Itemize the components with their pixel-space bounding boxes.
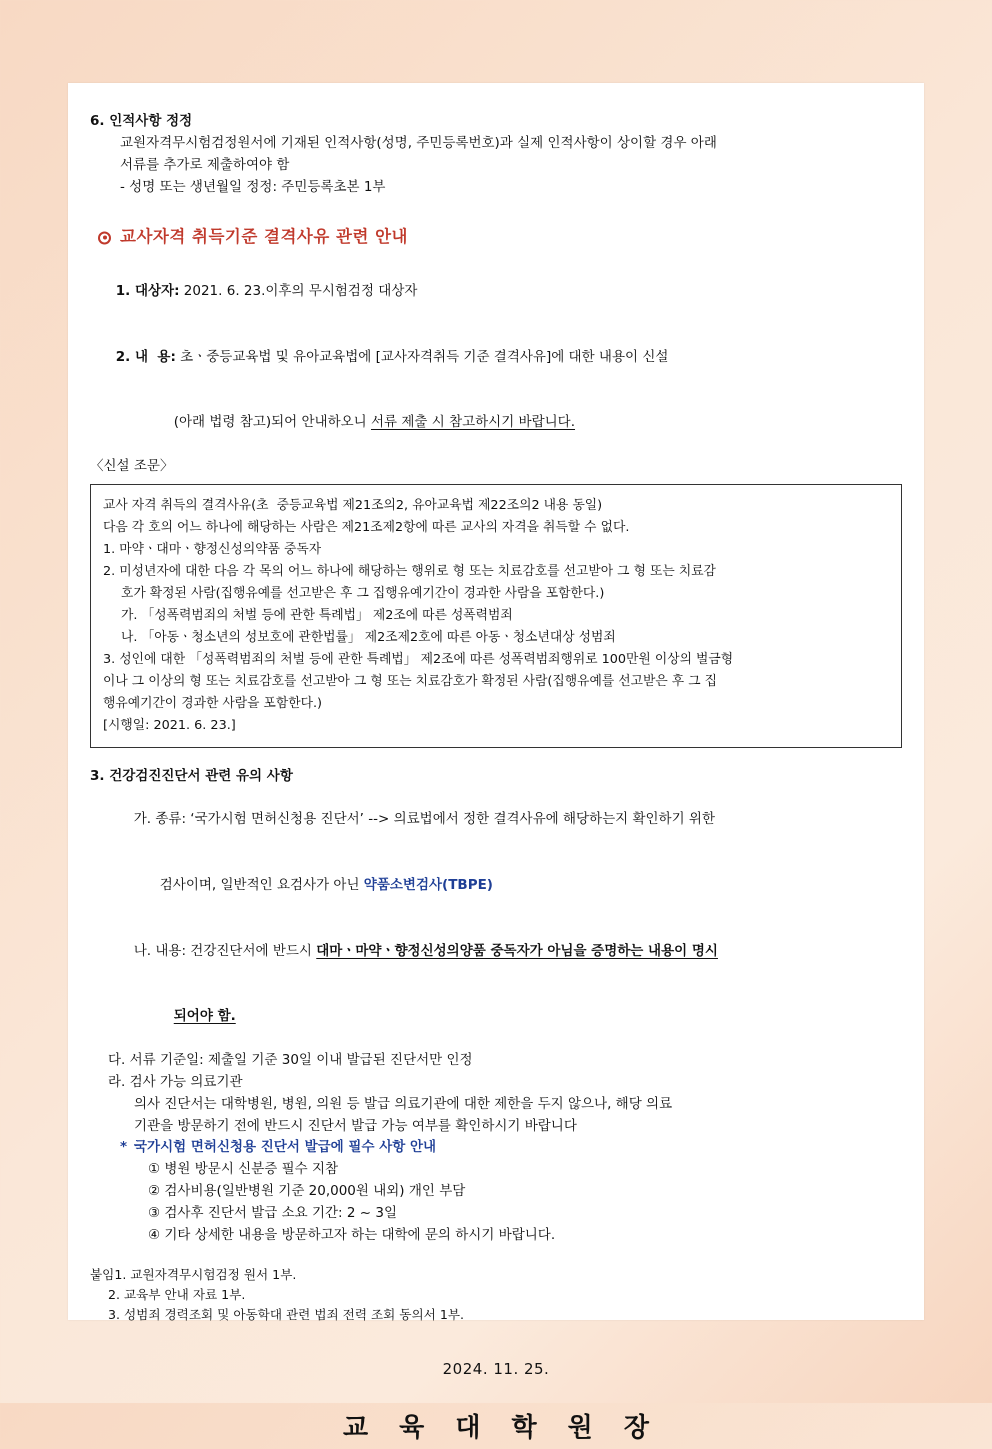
section-3-d-line-1: 의사 진단서는 대학병원, 병원, 의원 등 발급 의료기관에 대한 제한을 두지 않으나, 해당 의료 bbox=[134, 1095, 673, 1112]
bullet-icon bbox=[98, 231, 111, 244]
section-3-b bbox=[90, 919, 902, 985]
document-page bbox=[68, 83, 924, 1444]
section-3-a-text: ‘국가시험 면허신청용 진단서’ --> 의료법에서 정한 결격사유에 해당하는지 확인하기 위한 bbox=[186, 811, 715, 828]
notice-heading-label: 교사자격 취득기준 결격사유 관련 안내 bbox=[120, 227, 409, 247]
section-3-c: 다. 서류 기준일: 제출일 기준 30일 이내 발급된 진단서만 인정 bbox=[108, 1051, 473, 1068]
section-3-a bbox=[90, 788, 902, 854]
section-6-line-2: 서류를 추가로 제출하여야 함 bbox=[120, 156, 290, 173]
notice-item-2 bbox=[90, 325, 902, 391]
notice-item-2-label: 2. 내 용: bbox=[115, 348, 176, 365]
law-line-6: 가. 「성폭력범죄의 처벌 등에 관한 특례법」 제2조에 따른 성폭력범죄 bbox=[121, 607, 513, 623]
notice-item-2-line-2-plain: (아래 법령 참고)되어 안내하오니 bbox=[173, 414, 371, 431]
law-line-5: 호가 확정된 사람(집행유예를 선고받은 후 그 집행유예기간이 경과한 사람을 포함한다.) bbox=[121, 585, 605, 601]
spacer bbox=[90, 198, 902, 224]
section-3-b-emphasis: 대마ㆍ마약ㆍ향정신성의양품 중독자가 아님을 증명하는 내용이 명시 bbox=[316, 942, 718, 959]
section-3-d-line-2: 기관을 방문하기 전에 반드시 진단서 발급 가능 여부를 확인하시기 바랍니다 bbox=[134, 1117, 577, 1134]
law-box bbox=[90, 484, 902, 748]
section-3-b-line-2 bbox=[90, 984, 902, 1050]
star-icon: * bbox=[120, 1139, 128, 1156]
law-line-4: 2. 미성년자에 대한 다음 각 목의 어느 하나에 해당하는 행위로 형 또는 치료감호를 선고받아 그 형 또는 치료감 bbox=[103, 563, 716, 579]
notice-item-2-text: 초ㆍ중등교육법 및 유아교육법에 [교사자격취득 기준 결격사유]에 대한 내용이 신설 bbox=[175, 348, 669, 365]
attachment-line-1: 붙임1. 교원자격무시험검정 원서 1부. bbox=[90, 1266, 297, 1282]
section-3-b-label: 나. 내용: bbox=[133, 942, 187, 959]
section-3-heading: 3. 건강검진진단서 관련 유의 사항 bbox=[90, 767, 293, 784]
star-note bbox=[90, 1137, 902, 1159]
numbered-item-2: ② 검사비용(일반병원 기준 20,000원 내외) 개인 부담 bbox=[148, 1183, 466, 1200]
section-3-d: 라. 검사 가능 의료기관 bbox=[108, 1073, 243, 1090]
law-line-10: 행유예기간이 경과한 사람을 포함한다.) bbox=[103, 695, 323, 711]
document-body bbox=[90, 111, 902, 1449]
law-line-7: 나. 「아동ㆍ청소년의 성보호에 관한법률」 제2조제2호에 따른 아동ㆍ청소년대상 성범죄 bbox=[121, 629, 616, 645]
section-6-line-3: - 성명 또는 생년월일 정정: 주민등록초본 1부 bbox=[120, 178, 386, 195]
section-3-b-text: 건강진단서에 반드시 bbox=[186, 942, 317, 959]
law-effective-date: [시행일: 2021. 6. 23.] bbox=[103, 717, 236, 733]
law-line-9: 이나 그 이상의 형 또는 치료감호를 선고받아 그 형 또는 치료감호가 확정된 사람(집행유예를 선고받은 후 그 집 bbox=[103, 673, 717, 689]
star-note-label: 국가시험 면허신청용 진단서 발급에 필수 사항 안내 bbox=[134, 1139, 437, 1156]
section-6-line-1: 교원자격무시험검정원서에 기재된 인적사항(성명, 주민등록번호)과 실제 인적사항이 상이할 경우 아래 bbox=[120, 134, 717, 151]
law-line-8: 3. 성인에 대한 「성폭력범죄의 처벌 등에 관한 특례법」 제2조에 따른 성폭력범죄행위로 100만원 이상의 벌금형 bbox=[103, 651, 734, 667]
notice-item-1-label: 1. 대상자: bbox=[115, 283, 180, 300]
notice-item-1 bbox=[90, 259, 902, 325]
section-3-a-line-2-plain: 검사이며, 일반적인 요검사가 아닌 bbox=[159, 877, 364, 894]
document-date: 2024. 11. 25. bbox=[442, 1360, 550, 1379]
attachment-line-2: 2. 교육부 안내 자료 1부. bbox=[108, 1286, 246, 1302]
spacer bbox=[90, 748, 902, 766]
spacer bbox=[90, 1247, 902, 1265]
clause-label: 〈신설 조문〉 bbox=[90, 457, 174, 474]
attachments bbox=[90, 1265, 902, 1325]
section-3-b-emphasis-2: 되어야 함. bbox=[173, 1008, 236, 1025]
notice-heading bbox=[90, 224, 902, 251]
notice-item-2-line-2-underline: 서류 제출 시 참고하시기 바랍니다. bbox=[370, 414, 576, 431]
numbered-item-4: ④ 기타 상세한 내용을 방문하고자 하는 대학에 문의 하시기 바랍니다. bbox=[148, 1226, 556, 1243]
section-6-heading: 6. 인적사항 정정 bbox=[90, 113, 193, 129]
spacer bbox=[90, 251, 902, 259]
numbered-item-3: ③ 검사후 진단서 발급 소요 기간: 2 ~ 3일 bbox=[148, 1204, 398, 1221]
tbpe-highlight: 약품소변검사(TBPE) bbox=[363, 877, 493, 894]
section-3-a-label: 가. 종류: bbox=[133, 811, 187, 828]
attachment-line-3: 3. 성범죄 경력조회 및 아동학대 관련 법죄 전력 조회 동의서 1부. bbox=[108, 1306, 465, 1322]
law-line-1: 교사 자격 취득의 결격사유(초 중등교육법 제21조의2, 유아교육법 제22조의2 내용 동일) bbox=[103, 497, 603, 513]
numbered-item-1: ① 병원 방문시 신분증 필수 지참 bbox=[148, 1161, 339, 1178]
law-line-2: 다음 각 호의 어느 하나에 해당하는 사람은 제21조제2항에 따른 교사의 자격을 취득할 수 없다. bbox=[103, 519, 630, 535]
section-3-a-line-2 bbox=[90, 853, 902, 919]
document-signer: 교 육 대 학 원 장 bbox=[343, 1413, 660, 1444]
law-line-3: 1. 마약ㆍ대마ㆍ향정신성의약품 중독자 bbox=[103, 541, 322, 557]
notice-item-1-text: 2021. 6. 23.이후의 무시험검정 대상자 bbox=[179, 283, 418, 300]
notice-item-2-line-2 bbox=[90, 390, 902, 456]
